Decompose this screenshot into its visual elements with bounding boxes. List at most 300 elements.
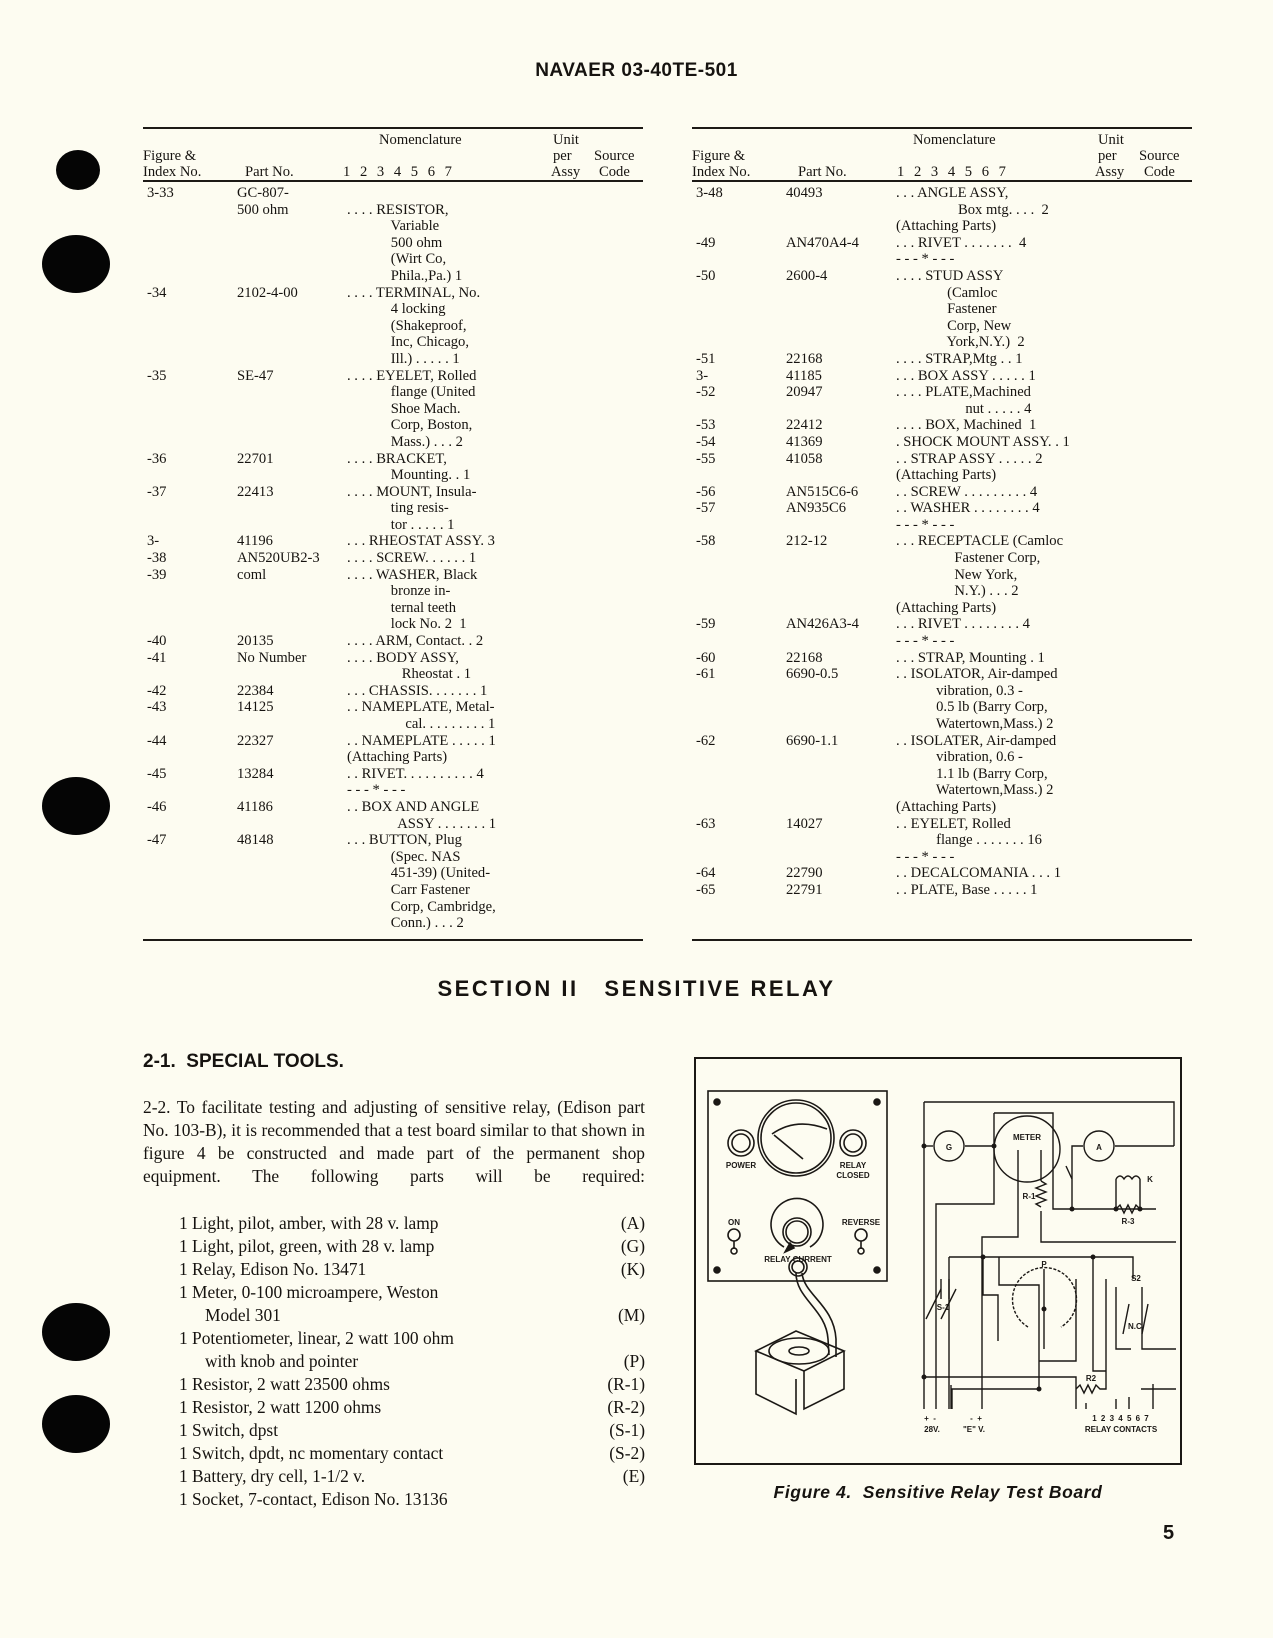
power-label: POWER <box>725 1161 757 1170</box>
header-nomenclature: Nomenclature <box>913 132 996 148</box>
table-row <box>143 451 643 468</box>
index-cell: -34 <box>147 284 167 301</box>
table-row <box>692 882 1192 899</box>
index-cell <box>692 766 786 783</box>
nomenclature-cell: Rheostat . 1 <box>347 666 472 683</box>
nomenclature-cell: N.Y.) . . . 2 <box>896 583 1019 600</box>
part-number-cell <box>786 716 896 733</box>
part-number-cell <box>786 301 896 318</box>
table-row <box>143 633 643 650</box>
nomenclature-cell: 1.1 lb (Barry Corp, <box>896 765 1048 782</box>
nomenclature-cell: Fastener Corp, <box>896 550 1041 567</box>
list-item <box>143 1327 645 1373</box>
index-cell: 3-48 <box>696 185 723 201</box>
table-row <box>692 235 1192 252</box>
part-reference: (S-1) <box>609 1420 645 1440</box>
list-item <box>143 1419 645 1442</box>
part-reference: (P) <box>623 1351 645 1371</box>
nomenclature-cell: Watertown,Mass.) 2 <box>896 782 1054 799</box>
index-cell: -59 <box>696 616 716 633</box>
nomenclature-cell <box>347 185 643 202</box>
part-description: Model 301 <box>205 1305 281 1325</box>
index-cell <box>143 517 237 534</box>
table-row <box>143 683 643 700</box>
part-number-cell <box>237 417 347 434</box>
part-number-cell <box>786 849 896 866</box>
paragraph-heading: 2-1. SPECIAL TOOLS. <box>143 1051 344 1072</box>
table-row <box>143 749 643 766</box>
table-row <box>692 816 1192 833</box>
table-row <box>143 417 643 434</box>
part-number-cell <box>786 251 896 268</box>
part-number-cell: 22790 <box>786 865 823 882</box>
part-number-cell <box>786 467 896 484</box>
index-cell: -45 <box>147 765 167 782</box>
index-cell <box>143 782 237 799</box>
document-number: NAVAER 03-40TE-501 <box>535 60 738 81</box>
part-number-cell <box>786 202 896 219</box>
table-row <box>692 799 1192 816</box>
polarity-e: - + <box>970 1414 982 1423</box>
table-row <box>692 268 1192 285</box>
part-number-cell: SE-47 <box>237 367 274 384</box>
table-row <box>692 865 1192 882</box>
table-row <box>143 865 643 882</box>
header-indent-levels: 1 2 3 4 5 6 7 <box>897 164 1009 180</box>
nomenclature-cell: . . STRAP ASSY . . . . . 2 <box>896 450 1043 467</box>
nomenclature-cell: . . . . BODY ASSY, <box>347 649 459 666</box>
part-number-cell: 20947 <box>786 384 823 401</box>
relay-closed-label-2: CLOSED <box>836 1171 870 1180</box>
table-row <box>143 401 643 418</box>
part-number-cell <box>237 318 347 335</box>
part-number-cell <box>237 716 347 733</box>
table-body <box>143 185 643 932</box>
nomenclature-cell: Variable <box>347 218 440 235</box>
index-cell: -54 <box>696 433 716 450</box>
nomenclature-cell: vibration, 0.6 - <box>896 749 1023 766</box>
nomenclature-cell: ting resis- <box>347 500 449 517</box>
nomenclature-cell: . . DECALCOMANIA . . . 1 <box>896 865 1061 882</box>
table-row <box>692 616 1192 633</box>
table-row <box>143 251 643 268</box>
meter-symbol <box>994 1116 1060 1182</box>
index-cell <box>692 716 786 733</box>
relay-closed-label-1: RELAY <box>839 1161 867 1170</box>
table-row <box>692 517 1192 534</box>
table-bottom-rule <box>143 939 643 941</box>
table-row <box>143 699 643 716</box>
nomenclature-cell: (Attaching Parts) <box>896 218 997 235</box>
index-cell <box>692 683 786 700</box>
list-item <box>143 1396 645 1419</box>
binder-hole <box>42 235 110 293</box>
index-cell: -57 <box>696 500 716 517</box>
index-cell: -61 <box>696 666 716 683</box>
nomenclature-cell: Corp, New <box>896 317 1012 334</box>
part-number-cell <box>786 401 896 418</box>
index-cell: -55 <box>696 450 716 467</box>
table-row <box>143 882 643 899</box>
table-row <box>143 434 643 451</box>
on-label: ON <box>728 1218 740 1227</box>
header-source: Source <box>594 148 635 164</box>
part-number-cell: 22791 <box>786 881 823 898</box>
header-source: Source <box>1139 148 1180 164</box>
header-assy: Assy <box>551 164 581 180</box>
index-cell <box>692 218 786 235</box>
nomenclature-cell: . . . . BRACKET, <box>347 450 447 467</box>
nomenclature-cell: Carr Fastener <box>347 881 470 898</box>
index-cell: -47 <box>147 832 167 849</box>
part-number-cell <box>237 334 347 351</box>
nomenclature-cell: . . . . STUD ASSY <box>896 267 1004 284</box>
part-number-cell: AN515C6-6 <box>786 483 859 500</box>
table-row <box>143 915 643 932</box>
index-cell <box>143 301 237 318</box>
part-number-cell <box>786 218 896 235</box>
table-row <box>143 318 643 335</box>
part-number-cell <box>237 666 347 683</box>
part-description: 1 Switch, dpst <box>179 1420 279 1440</box>
table-row <box>692 218 1192 235</box>
r3-label: R-3 <box>1121 1217 1135 1226</box>
nomenclature-cell: . . BOX AND ANGLE <box>347 798 480 815</box>
index-cell: -46 <box>147 798 167 815</box>
part-description: 1 Socket, 7-contact, Edison No. 13136 <box>179 1489 448 1509</box>
part-number-cell: 41369 <box>786 433 823 450</box>
nomenclature-cell: . . ISOLATOR, Air-damped <box>896 666 1058 683</box>
index-cell <box>692 600 786 617</box>
part-number-cell <box>237 816 347 833</box>
k-label: K <box>1147 1175 1153 1184</box>
part-number-cell <box>237 600 347 617</box>
nomenclature-cell: 451-39) (United- <box>347 865 491 882</box>
nomenclature-cell: (Camloc <box>896 284 998 301</box>
table-row <box>143 849 643 866</box>
nomenclature-cell: . . ISOLATER, Air-damped <box>896 732 1057 749</box>
table-row <box>143 285 643 302</box>
index-cell <box>692 583 786 600</box>
index-cell <box>143 616 237 633</box>
binder-hole <box>42 1303 110 1361</box>
table-row <box>143 583 643 600</box>
index-cell: -35 <box>147 367 167 384</box>
nomenclature-cell: . . . BOX ASSY . . . . . 1 <box>896 367 1036 384</box>
nomenclature-cell: Inc, Chicago, <box>347 334 469 351</box>
e-volt-label: "E" V. <box>963 1425 985 1434</box>
nomenclature-cell: (Shakeproof, <box>347 317 467 334</box>
part-number-cell <box>237 251 347 268</box>
part-number-cell <box>786 517 896 534</box>
part-number-cell: 14027 <box>786 815 823 832</box>
list-item <box>143 1212 645 1235</box>
part-number-cell: 22701 <box>237 450 274 467</box>
table-row <box>692 451 1192 468</box>
index-cell <box>143 600 237 617</box>
table-row <box>143 235 643 252</box>
index-cell: -42 <box>147 682 167 699</box>
index-cell <box>143 899 237 916</box>
nomenclature-cell: tor . . . . . 1 <box>347 516 455 533</box>
nomenclature-cell: . . . . ARM, Contact. . 2 <box>347 633 484 650</box>
table-row <box>692 484 1192 501</box>
binder-hole <box>56 150 100 190</box>
binder-hole <box>42 777 110 835</box>
nomenclature-cell: ASSY . . . . . . . 1 <box>347 815 497 832</box>
page-number: 5 <box>1163 1522 1175 1544</box>
part-number-cell <box>786 799 896 816</box>
nomenclature-cell: Mounting. . 1 <box>347 467 471 484</box>
index-cell <box>143 865 237 882</box>
p-label: P <box>1041 1260 1047 1269</box>
nomenclature-cell: Shoe Mach. <box>347 400 461 417</box>
index-cell <box>692 334 786 351</box>
index-cell <box>143 318 237 335</box>
part-description: 1 Resistor, 2 watt 23500 ohms <box>179 1374 390 1394</box>
index-cell <box>143 235 237 252</box>
index-cell: -52 <box>696 384 716 401</box>
part-number-cell <box>237 467 347 484</box>
part-number-cell <box>237 235 347 252</box>
table-bottom-rule <box>692 939 1192 941</box>
index-cell <box>692 301 786 318</box>
table-header <box>692 131 1192 179</box>
part-reference: (G) <box>620 1236 645 1256</box>
table-row <box>143 202 643 219</box>
nomenclature-cell: Ill.) . . . . . 1 <box>347 350 460 367</box>
part-number-cell <box>237 749 347 766</box>
nomenclature-cell: cal. . . . . . . . . 1 <box>347 716 496 732</box>
index-cell <box>692 832 786 849</box>
part-number-cell <box>786 318 896 335</box>
nomenclature-cell: lock No. 2 1 <box>347 616 467 633</box>
part-number-cell: 2600-4 <box>786 267 828 284</box>
header-figure: Figure & <box>143 148 197 164</box>
part-number-cell: 41186 <box>237 798 273 815</box>
nomenclature-cell: ternal teeth <box>347 599 457 616</box>
part-number-cell <box>237 268 347 285</box>
index-cell <box>143 384 237 401</box>
index-cell <box>692 799 786 816</box>
part-number-cell <box>237 218 347 235</box>
part-number-cell <box>786 600 896 617</box>
index-cell <box>692 849 786 866</box>
paragraph-body: 2-2. To facilitate testing and adjusting of sensitive relay, (Edison part No. 103-B), it is recommended that a test board similar to that shown in figure 4 be constructed and made part of the permanent shop equipment. The following parts will be required: <box>143 1097 645 1186</box>
part-number-cell: 41185 <box>786 367 822 384</box>
part-reference: (M) <box>617 1305 645 1325</box>
nomenclature-cell: . . . . BOX, Machined 1 <box>896 417 1037 434</box>
part-number-cell: AN935C6 <box>786 500 846 517</box>
nomenclature-cell: . . . BUTTON, Plug <box>347 832 462 849</box>
table-row <box>143 467 643 484</box>
nomenclature-cell: . . . CHASSIS. . . . . . . 1 <box>347 682 488 699</box>
nomenclature-cell: (Attaching Parts) <box>896 798 997 815</box>
table-row <box>692 849 1192 866</box>
nomenclature-cell: 500 ohm <box>347 234 443 251</box>
nomenclature-cell: - - - * - - - <box>896 633 955 650</box>
part-number-cell <box>786 683 896 700</box>
index-cell <box>143 716 237 733</box>
part-number-cell <box>237 782 347 799</box>
part-number-cell: 2102-4-00 <box>237 284 298 301</box>
table-row <box>143 766 643 783</box>
index-cell <box>143 401 237 418</box>
table-row <box>692 318 1192 335</box>
table-header <box>143 131 643 179</box>
required-parts-list <box>143 1212 645 1511</box>
table-row <box>692 301 1192 318</box>
s2-label: S2 <box>1131 1274 1141 1283</box>
table-row <box>143 733 643 750</box>
header-indent-levels: 1 2 3 4 5 6 7 <box>343 164 455 180</box>
part-number-cell: 500 ohm <box>237 201 289 218</box>
table-row <box>692 716 1192 733</box>
part-number-cell <box>786 782 896 799</box>
header-index: Index No. <box>143 164 202 180</box>
index-cell <box>143 882 237 899</box>
polarity-28v: + - <box>924 1414 936 1423</box>
table-row <box>692 666 1192 683</box>
test-board-illustration <box>696 1059 1179 1462</box>
header-figure: Figure & <box>692 148 746 164</box>
r1-label: R-1 <box>1022 1192 1036 1201</box>
table-row <box>692 434 1192 451</box>
table-row <box>692 600 1192 617</box>
index-cell: -62 <box>696 732 716 749</box>
part-number-cell: AN520UB2-3 <box>237 550 320 567</box>
table-row <box>692 467 1192 484</box>
part-number-cell <box>237 849 347 866</box>
header-code: Code <box>1144 164 1175 180</box>
header-per: per <box>1098 148 1117 164</box>
part-reference: (E) <box>622 1466 645 1486</box>
nomenclature-cell: . . . RECEPTACLE (Camloc <box>896 533 1064 550</box>
part-number-cell <box>786 334 896 351</box>
part-number-cell <box>237 865 347 882</box>
nc-label: N.C. <box>1128 1322 1144 1331</box>
header-unit: Unit <box>553 132 579 148</box>
nomenclature-cell: (Attaching Parts) <box>896 467 997 484</box>
part-number-cell: 41196 <box>237 533 273 550</box>
binder-hole <box>42 1395 110 1453</box>
figure-4 <box>694 1057 1182 1465</box>
part-number-cell: 20135 <box>237 633 274 650</box>
part-reference: (R-2) <box>607 1397 645 1417</box>
part-number-cell: coml <box>237 566 267 583</box>
table-top-rule <box>143 127 643 129</box>
header-index: Index No. <box>692 164 751 180</box>
table-row <box>143 899 643 916</box>
nomenclature-cell: Corp, Cambridge, <box>347 898 496 915</box>
table-row <box>692 185 1192 202</box>
g-label: G <box>945 1143 953 1152</box>
index-cell: -56 <box>696 483 716 500</box>
nomenclature-cell: . . RIVET. . . . . . . . . . 4 <box>347 765 484 782</box>
part-number-cell <box>237 384 347 401</box>
contact-numbers: 1 2 3 4 5 6 7 <box>1092 1414 1150 1423</box>
part-number-cell <box>786 832 896 849</box>
table-row <box>692 832 1192 849</box>
part-reference: (R-1) <box>607 1374 645 1394</box>
part-number-cell <box>786 567 896 584</box>
index-cell <box>143 334 237 351</box>
index-cell <box>692 567 786 584</box>
list-item <box>143 1442 645 1465</box>
part-number-cell: 6690-1.1 <box>786 732 839 749</box>
nomenclature-cell: . . . STRAP, Mounting . 1 <box>896 649 1045 666</box>
index-cell: -64 <box>696 865 716 882</box>
table-row <box>143 567 643 584</box>
table-row <box>692 285 1192 302</box>
part-number-cell <box>237 301 347 318</box>
part-number-cell: AN426A3-4 <box>786 616 859 633</box>
a-label: A <box>1096 1143 1102 1152</box>
table-row <box>143 782 643 799</box>
index-cell <box>692 699 786 716</box>
header-rule <box>692 180 1192 182</box>
table-row <box>692 650 1192 667</box>
nomenclature-cell: (Spec. NAS <box>347 848 461 865</box>
header-part-no: Part No. <box>798 164 847 180</box>
nomenclature-cell: . . . . STRAP,Mtg . . 1 <box>896 350 1023 367</box>
part-number-cell: 13284 <box>237 765 274 782</box>
index-cell: 3-33 <box>147 185 174 201</box>
nomenclature-cell: 4 locking <box>347 301 446 318</box>
part-number-cell: 40493 <box>786 185 823 201</box>
s1-label: S-1 <box>936 1303 950 1312</box>
table-row <box>692 633 1192 650</box>
table-row <box>692 351 1192 368</box>
index-cell: -53 <box>696 417 716 434</box>
part-reference: (A) <box>620 1213 645 1233</box>
part-number-cell: 22384 <box>237 682 274 699</box>
index-cell <box>143 749 237 766</box>
part-number-cell <box>237 616 347 633</box>
nomenclature-cell: New York, <box>896 566 1018 583</box>
table-row <box>692 334 1192 351</box>
nomenclature-cell: 0.5 lb (Barry Corp, <box>896 699 1048 716</box>
nomenclature-cell: Box mtg. . . . 2 <box>896 201 1049 218</box>
part-number-cell <box>237 351 347 368</box>
header-unit: Unit <box>1098 132 1124 148</box>
part-number-cell <box>237 899 347 916</box>
part-description: 1 Battery, dry cell, 1-1/2 v. <box>179 1466 366 1486</box>
table-row <box>143 301 643 318</box>
table-row <box>692 766 1192 783</box>
nomenclature-cell: . . . . WASHER, Black <box>347 566 478 583</box>
table-row <box>143 185 643 202</box>
nomenclature-cell: Watertown,Mass.) 2 <box>896 716 1054 732</box>
table-row <box>143 268 643 285</box>
table-row <box>692 699 1192 716</box>
table-top-rule <box>692 127 1192 129</box>
part-number-cell <box>786 699 896 716</box>
index-cell: -58 <box>696 533 716 550</box>
nomenclature-cell: . SHOCK MOUNT ASSY. . 1 <box>896 433 1070 450</box>
table-row <box>143 666 643 683</box>
index-cell: -38 <box>147 550 167 567</box>
parts-table-left <box>143 127 643 942</box>
index-cell <box>143 434 237 451</box>
table-row <box>692 500 1192 517</box>
header-rule <box>143 180 643 182</box>
table-row <box>143 600 643 617</box>
header-part-no: Part No. <box>245 164 294 180</box>
index-cell <box>692 401 786 418</box>
table-row <box>143 832 643 849</box>
nomenclature-cell: flange (United <box>347 384 476 401</box>
